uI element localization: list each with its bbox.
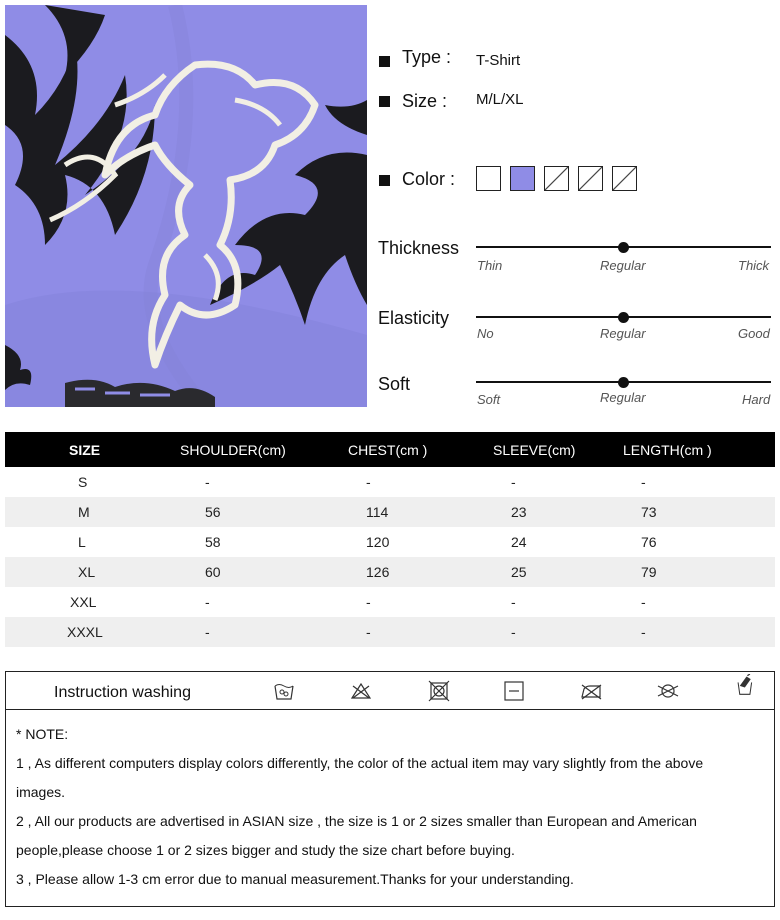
sleeve-cell: -: [511, 474, 516, 490]
shoulder-cell: 56: [180, 497, 348, 527]
size-value: M/L/XL: [476, 91, 524, 108]
soft-marker: [618, 377, 629, 388]
size-cell: L: [78, 534, 86, 550]
type-label: Type :: [402, 47, 452, 67]
product-image: [5, 5, 367, 407]
color-bullet: [379, 175, 390, 186]
length-cell: -: [623, 617, 775, 647]
shoulder-cell: 60: [180, 557, 348, 587]
size-cell: XXXL: [5, 617, 180, 647]
thickness-label: Thickness: [378, 238, 460, 258]
table-row: [5, 587, 775, 617]
note-1-continued: images.: [16, 784, 66, 800]
care-instructions-panel: [5, 671, 775, 907]
do-not-tumble-dry-icon: [428, 680, 450, 702]
table-row: [5, 467, 775, 497]
purple-swatch[interactable]: [510, 166, 535, 191]
elasticity-high: Good: [738, 326, 770, 341]
length-cell: -: [641, 474, 646, 490]
do-not-dry-clean-icon: [657, 680, 679, 702]
hand-wash-icon: [273, 680, 295, 702]
sleeve-cell: -: [493, 617, 623, 647]
sleeve-cell: 24: [511, 534, 527, 550]
care-divider: [6, 709, 774, 710]
note-3: 3 , Please allow 1-3 cm error due to manual measurement.Thanks for your understanding.: [16, 871, 574, 887]
thickness-mid: Regular: [600, 258, 646, 273]
color-label: Color :: [402, 169, 456, 189]
size-chart-header: [5, 432, 775, 467]
do-not-iron-icon: [580, 680, 602, 702]
size-bullet: [379, 96, 390, 107]
header-length: LENGTH(cm ): [623, 432, 775, 467]
chest-cell: -: [366, 594, 371, 610]
note-1: 1 , As different computers display colors differently, the color of the actual item may vary slightly from the above: [16, 755, 704, 771]
table-row: [5, 527, 775, 557]
elasticity-marker: [618, 312, 629, 323]
dry-flat-icon: [503, 680, 525, 702]
length-cell: 76: [641, 534, 657, 550]
chest-cell: 120: [366, 534, 390, 550]
sleeve-cell: 25: [493, 557, 623, 587]
soft-label: Soft: [378, 374, 411, 394]
do-not-bleach-icon: [350, 680, 372, 702]
size-cell: M: [5, 497, 180, 527]
chest-cell: 114: [348, 497, 493, 527]
header-shoulder: SHOULDER(cm): [180, 432, 348, 467]
color-swatches: [476, 166, 637, 191]
type-bullet: [379, 56, 390, 67]
elasticity-label: Elasticity: [378, 308, 450, 328]
header-size: SIZE: [5, 432, 180, 467]
care-title: Instruction washing: [54, 684, 191, 701]
thickness-high: Thick: [738, 258, 770, 273]
unavailable-swatch-1: [544, 166, 569, 191]
note-2: 2 , All our products are advertised in ASIAN size , the size is 1 or 2 sizes smaller than European and American: [16, 813, 697, 829]
type-value: T-Shirt: [476, 52, 521, 69]
thickness-low: Thin: [477, 258, 503, 273]
size-label: Size :: [402, 91, 448, 111]
size-cell: S: [78, 474, 88, 490]
shoulder-cell: -: [180, 617, 348, 647]
white-swatch[interactable]: [476, 166, 501, 191]
header-chest: CHEST(cm ): [348, 432, 493, 467]
note-2-continued: people,please choose 1 or 2 sizes bigger and study the size chart before buying.: [16, 842, 515, 858]
size-cell: XXL: [70, 594, 97, 610]
soft-mid: Regular: [600, 390, 646, 405]
thickness-marker: [618, 242, 629, 253]
length-cell: 79: [623, 557, 775, 587]
sleeve-cell: -: [511, 594, 516, 610]
shoulder-cell: -: [205, 594, 210, 610]
soft-low: Soft: [477, 392, 501, 407]
length-cell: 73: [623, 497, 775, 527]
header-sleeve: SLEEVE(cm): [493, 432, 623, 467]
shoulder-cell: -: [205, 474, 210, 490]
table-row: [5, 617, 775, 647]
note-heading: * NOTE:: [16, 726, 69, 742]
length-cell: -: [641, 594, 646, 610]
sleeve-cell: 23: [493, 497, 623, 527]
table-row: [5, 497, 775, 527]
elasticity-low: No: [477, 326, 494, 341]
soft-high: Hard: [742, 392, 771, 407]
chest-cell: -: [348, 617, 493, 647]
size-cell: XL: [5, 557, 180, 587]
shoulder-cell: 58: [205, 534, 221, 550]
size-chart: [5, 432, 775, 647]
unavailable-swatch-2: [578, 166, 603, 191]
table-row: [5, 557, 775, 587]
elasticity-mid: Regular: [600, 326, 646, 341]
unavailable-swatch-3: [612, 166, 637, 191]
chest-cell: -: [366, 474, 371, 490]
chest-cell: 126: [348, 557, 493, 587]
hang-dry-icon: [733, 674, 755, 696]
